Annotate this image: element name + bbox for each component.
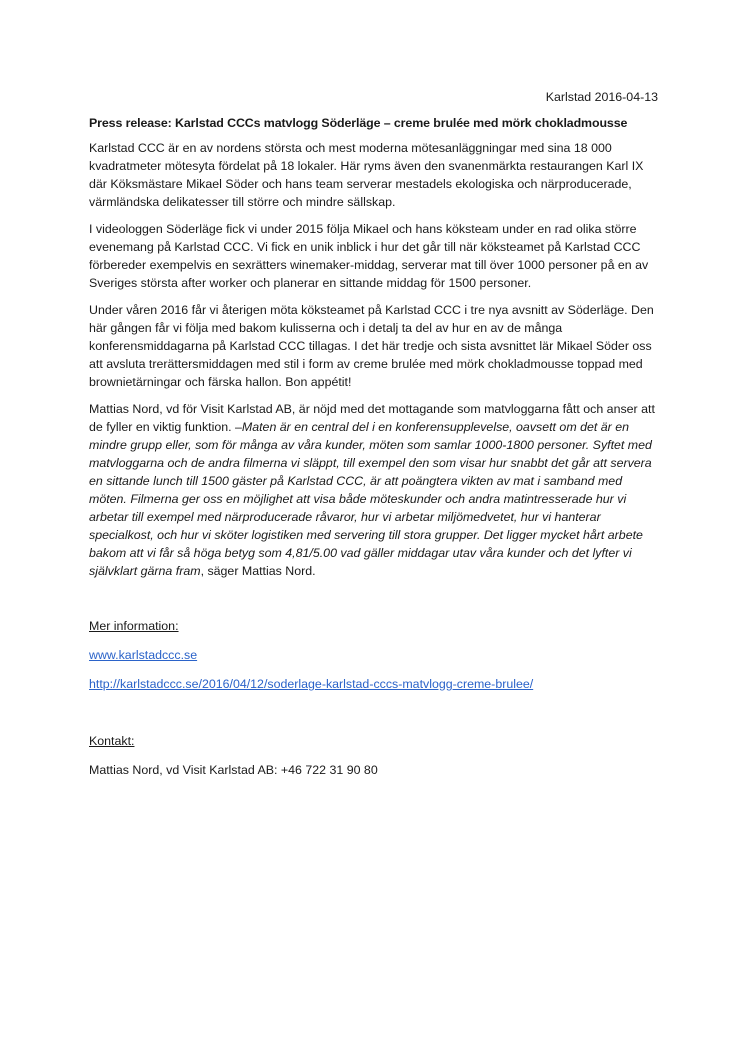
contact-line: Mattias Nord, vd Visit Karlstad AB: +46 722 31 90 80 bbox=[89, 763, 378, 777]
body-paragraph-2: I videologgen Söderläge fick vi under 2015 följa Mikael och hans köksteam under en rad olika större evenemang på Karlstad CCC. Vi fick en unik inblick i hur det går till när köksteamet på Karlstad CCC förbereder exempelvis en sexrätters winemaker-middag, serverar mat till över 1000 personer på en av Sveriges största after worker och planerar en sittande middag för 1500 personer. bbox=[89, 222, 649, 290]
section-spacer bbox=[89, 589, 658, 617]
quote-text: Maten är en central del i en konferensupplevelse, oavsett om det är en mindre grupp eller, som för många av våra kunder, möten som samlar 1000-1800 personer. Syftet med matvloggarna och de andra filmerna vi släppt, till exempel den som visar hur snabbt det går att servera en sittande lunch till 1500 gäster på Karlstad CCC, är att poängtera vikten av mat i samband med möten. Filmerna ger oss en möjlighet att visa både möteskunder och andra matintresserade hur vi arbetar till exempel med närproducerade råvaror, hur vi arbetar miljömedvetet, hur vi hanterar specialkost, och hur vi sköter logistiken med servering till stora grupper. Det ligger mycket hårt arbete bakom att vi får så höga betyg som 4,81/5.00 vad gäller middagar utav våra kunder och det lyfter vi självklart gärna fram bbox=[89, 420, 652, 578]
quote-paragraph bbox=[89, 400, 658, 580]
article-link[interactable]: http://karlstadccc.se/2016/04/12/soderlage-karlstad-cccs-matvlogg-creme-brulee/ bbox=[89, 677, 534, 691]
section-spacer bbox=[89, 704, 658, 732]
body-paragraph-3: Under våren 2016 får vi återigen möta köksteamet på Karlstad CCC i tre nya avsnitt av Söderläge. Den här gången får vi följa med bakom kulisserna och i detalj ta del av hur en av de många konferensmiddagarna på Karlstad CCC tillagas. I det här tredje och sista avsnittet lär Mikael Söder oss att avsluta trerättersmiddagen med stil i form av creme brulée med mörk chokladmousse toppad med brownietärningar och färska hallon. Bon appétit! bbox=[89, 303, 654, 389]
quote-outro: , säger Mattias Nord. bbox=[200, 564, 316, 578]
more-info-label: Mer information: bbox=[89, 619, 179, 633]
quote-intro: Mattias Nord, vd för Visit Karlstad AB, är nöjd med det mottagande som matvloggarna fått och anser att de fyller en viktig funktion. – bbox=[89, 402, 655, 434]
place-date: Karlstad 2016-04-13 bbox=[545, 90, 658, 104]
contact-label: Kontakt: bbox=[89, 734, 135, 748]
press-release-headline: Press release: Karlstad CCCs matvlogg Söderläge – creme brulée med mörk chokladmousse bbox=[89, 116, 628, 130]
body-paragraph-1: Karlstad CCC är en av nordens största och mest moderna mötesanläggningar med sina 18 000 kvadratmeter mötesyta fördelat på 18 lokaler. Här ryms även den svanenmärkta restaurangen Karl IX där Köksmästare Mikael Söder och hans team serverar mestadels ekologiska och närproducerade, värmländska delikatesser till större och mindre sällskap. bbox=[89, 141, 644, 209]
website-link[interactable]: www.karlstadccc.se bbox=[89, 648, 198, 662]
more-info-links bbox=[89, 646, 658, 704]
